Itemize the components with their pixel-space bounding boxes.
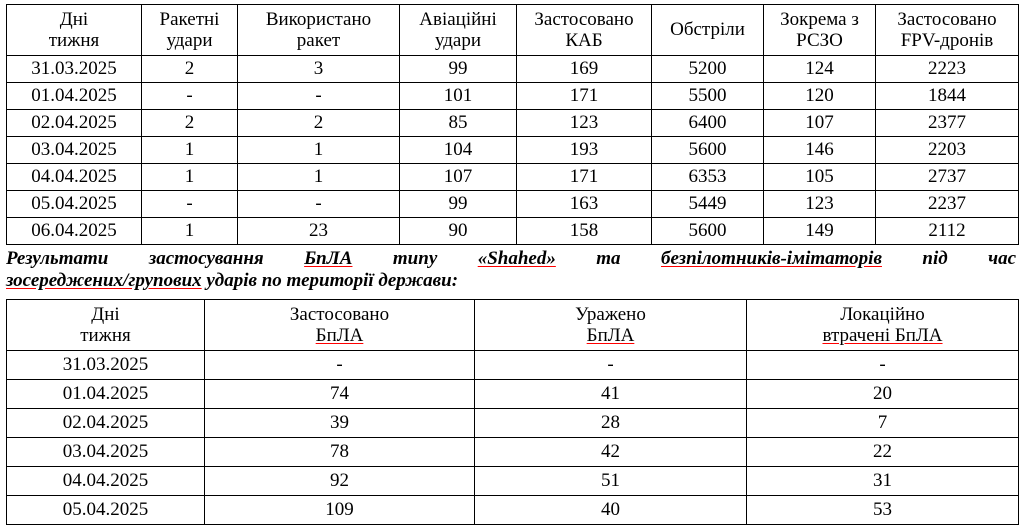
cell-missiles-used: 1 <box>238 164 400 191</box>
cell-missiles-used: - <box>238 83 400 110</box>
cell-fpv-drones: 2203 <box>876 137 1019 164</box>
cell-kab-used: 171 <box>517 164 652 191</box>
cell-air-strikes: 99 <box>400 56 517 83</box>
paragraph-word: під <box>922 248 948 269</box>
column-header-uav-destroyed <box>475 299 747 350</box>
paragraph-word: типу <box>392 248 438 269</box>
table-row <box>7 191 1019 218</box>
header-line-2: ракет <box>296 30 341 51</box>
cell-missiles-used: 23 <box>238 218 400 245</box>
column-header-days <box>7 299 205 350</box>
uav-summary-table <box>6 299 1019 525</box>
column-header-air-strikes <box>400 5 517 56</box>
document-page <box>0 4 1024 521</box>
header-line-1: Використано <box>265 8 372 30</box>
paragraph-word-underlined: «Shahed» <box>477 248 556 269</box>
paragraph-word: Результати <box>6 248 109 269</box>
header-line-1: Застосовано <box>534 8 634 30</box>
column-header-uav-used <box>205 299 475 350</box>
cell-missile-strikes: - <box>142 191 238 218</box>
header-line-2: БпЛА <box>315 324 364 346</box>
cell-mlrs: 149 <box>764 218 876 245</box>
cell-mlrs: 107 <box>764 110 876 137</box>
cell-missiles-used: 1 <box>238 137 400 164</box>
strikes-summary-table <box>6 4 1019 245</box>
table-row <box>7 379 1019 408</box>
header-line-2: FPV-дронів <box>900 30 994 51</box>
cell-date: 01.04.2025 <box>7 83 142 110</box>
header-line-2: тижня <box>48 30 100 51</box>
cell-shellings: 5500 <box>652 83 764 110</box>
cell-fpv-drones: 1844 <box>876 83 1019 110</box>
column-header-shellings <box>652 5 764 56</box>
cell-date: 31.03.2025 <box>7 56 142 83</box>
cell-date: 03.04.2025 <box>7 137 142 164</box>
cell-uav-lost: 22 <box>747 437 1019 466</box>
cell-mlrs: 124 <box>764 56 876 83</box>
cell-date: 04.04.2025 <box>7 466 205 495</box>
cell-uav-destroyed: - <box>475 350 747 379</box>
cell-mlrs: 105 <box>764 164 876 191</box>
cell-uav-used: 39 <box>205 408 475 437</box>
cell-uav-destroyed: 51 <box>475 466 747 495</box>
cell-uav-lost: 53 <box>747 495 1019 524</box>
cell-shellings: 6400 <box>652 110 764 137</box>
column-header-mlrs <box>764 5 876 56</box>
table-row <box>7 466 1019 495</box>
header-line-2: КАБ <box>565 30 603 51</box>
paragraph-word: застосування <box>148 248 264 269</box>
cell-fpv-drones: 2737 <box>876 164 1019 191</box>
cell-missile-strikes: 2 <box>142 110 238 137</box>
column-header-missiles-used <box>238 5 400 56</box>
cell-mlrs: 146 <box>764 137 876 164</box>
cell-missile-strikes: 1 <box>142 164 238 191</box>
header-line-1: Ракетні <box>159 8 220 30</box>
table-row <box>7 495 1019 524</box>
header-line-1: Застосовано <box>289 303 390 325</box>
cell-air-strikes: 99 <box>400 191 517 218</box>
paragraph-word-underlined: безпілотників-імітаторів <box>661 248 882 269</box>
cell-uav-destroyed: 42 <box>475 437 747 466</box>
cell-date: 03.04.2025 <box>7 437 205 466</box>
cell-kab-used: 163 <box>517 191 652 218</box>
cell-air-strikes: 90 <box>400 218 517 245</box>
cell-date: 04.04.2025 <box>7 164 142 191</box>
cell-uav-lost: - <box>747 350 1019 379</box>
table-row <box>7 56 1019 83</box>
cell-air-strikes: 104 <box>400 137 517 164</box>
table-row <box>7 137 1019 164</box>
table-row <box>7 408 1019 437</box>
cell-date: 31.03.2025 <box>7 350 205 379</box>
cell-kab-used: 169 <box>517 56 652 83</box>
header-line-1: Локаційно <box>840 303 925 325</box>
cell-date: 06.04.2025 <box>7 218 142 245</box>
cell-fpv-drones: 2377 <box>876 110 1019 137</box>
cell-mlrs: 120 <box>764 83 876 110</box>
cell-kab-used: 158 <box>517 218 652 245</box>
table-row <box>7 164 1019 191</box>
cell-fpv-drones: 2112 <box>876 218 1019 245</box>
cell-missile-strikes: - <box>142 83 238 110</box>
header-line-1: Обстріли <box>670 19 745 41</box>
cell-fpv-drones: 2223 <box>876 56 1019 83</box>
cell-date: 01.04.2025 <box>7 379 205 408</box>
header-line-2: удари <box>434 30 482 51</box>
table-header-row <box>7 5 1019 56</box>
header-line-1: Уражено <box>575 303 646 325</box>
cell-missile-strikes: 1 <box>142 218 238 245</box>
paragraph-word: ударів по території держави: <box>206 270 459 292</box>
paragraph-word: час <box>988 248 1017 269</box>
table-row <box>7 350 1019 379</box>
cell-air-strikes: 107 <box>400 164 517 191</box>
cell-shellings: 5600 <box>652 137 764 164</box>
paragraph-line-1 <box>6 248 1016 270</box>
table-row <box>7 110 1019 137</box>
cell-date: 05.04.2025 <box>7 191 142 218</box>
cell-uav-destroyed: 41 <box>475 379 747 408</box>
column-header-fpv-drones <box>876 5 1019 56</box>
cell-date: 02.04.2025 <box>7 408 205 437</box>
table-row <box>7 83 1019 110</box>
cell-date: 05.04.2025 <box>7 495 205 524</box>
paragraph-word-underlined: БпЛА <box>304 248 353 269</box>
cell-uav-destroyed: 40 <box>475 495 747 524</box>
cell-uav-lost: 31 <box>747 466 1019 495</box>
header-line-2: тижня <box>80 324 131 346</box>
cell-fpv-drones: 2237 <box>876 191 1019 218</box>
header-line-1: Дні <box>91 303 120 325</box>
cell-air-strikes: 101 <box>400 83 517 110</box>
cell-uav-used: 78 <box>205 437 475 466</box>
cell-date: 02.04.2025 <box>7 110 142 137</box>
cell-shellings: 5600 <box>652 218 764 245</box>
paragraph-word-underlined: зосереджених/групових <box>6 270 202 292</box>
cell-missile-strikes: 1 <box>142 137 238 164</box>
cell-uav-used: 92 <box>205 466 475 495</box>
section-paragraph <box>0 248 1024 293</box>
column-header-kab-used <box>517 5 652 56</box>
header-line-2: БпЛА <box>586 324 635 346</box>
cell-kab-used: 123 <box>517 110 652 137</box>
cell-uav-destroyed: 28 <box>475 408 747 437</box>
header-line-2: втрачені БпЛА <box>822 324 943 346</box>
cell-missiles-used: 2 <box>238 110 400 137</box>
header-line-1: Авіаційні <box>419 8 497 30</box>
column-header-missile-strikes <box>142 5 238 56</box>
cell-mlrs: 123 <box>764 191 876 218</box>
cell-shellings: 6353 <box>652 164 764 191</box>
cell-shellings: 5449 <box>652 191 764 218</box>
cell-uav-used: - <box>205 350 475 379</box>
cell-missile-strikes: 2 <box>142 56 238 83</box>
header-line-1: Дні <box>59 8 89 30</box>
header-line-1: Застосовано <box>897 8 997 30</box>
column-header-uav-lost <box>747 299 1019 350</box>
header-line-2: РСЗО <box>796 30 843 51</box>
cell-missiles-used: 3 <box>238 56 400 83</box>
cell-uav-used: 74 <box>205 379 475 408</box>
column-header-days <box>7 5 142 56</box>
cell-air-strikes: 85 <box>400 110 517 137</box>
cell-uav-lost: 7 <box>747 408 1019 437</box>
table-header-row <box>7 299 1019 350</box>
table-row <box>7 218 1019 245</box>
cell-shellings: 5200 <box>652 56 764 83</box>
header-line-1: Зокрема з <box>780 8 859 30</box>
cell-kab-used: 171 <box>517 83 652 110</box>
cell-uav-used: 109 <box>205 495 475 524</box>
cell-kab-used: 193 <box>517 137 652 164</box>
header-line-2: удари <box>166 30 213 51</box>
paragraph-word: та <box>596 248 621 269</box>
cell-uav-lost: 20 <box>747 379 1019 408</box>
cell-missiles-used: - <box>238 191 400 218</box>
table-row <box>7 437 1019 466</box>
